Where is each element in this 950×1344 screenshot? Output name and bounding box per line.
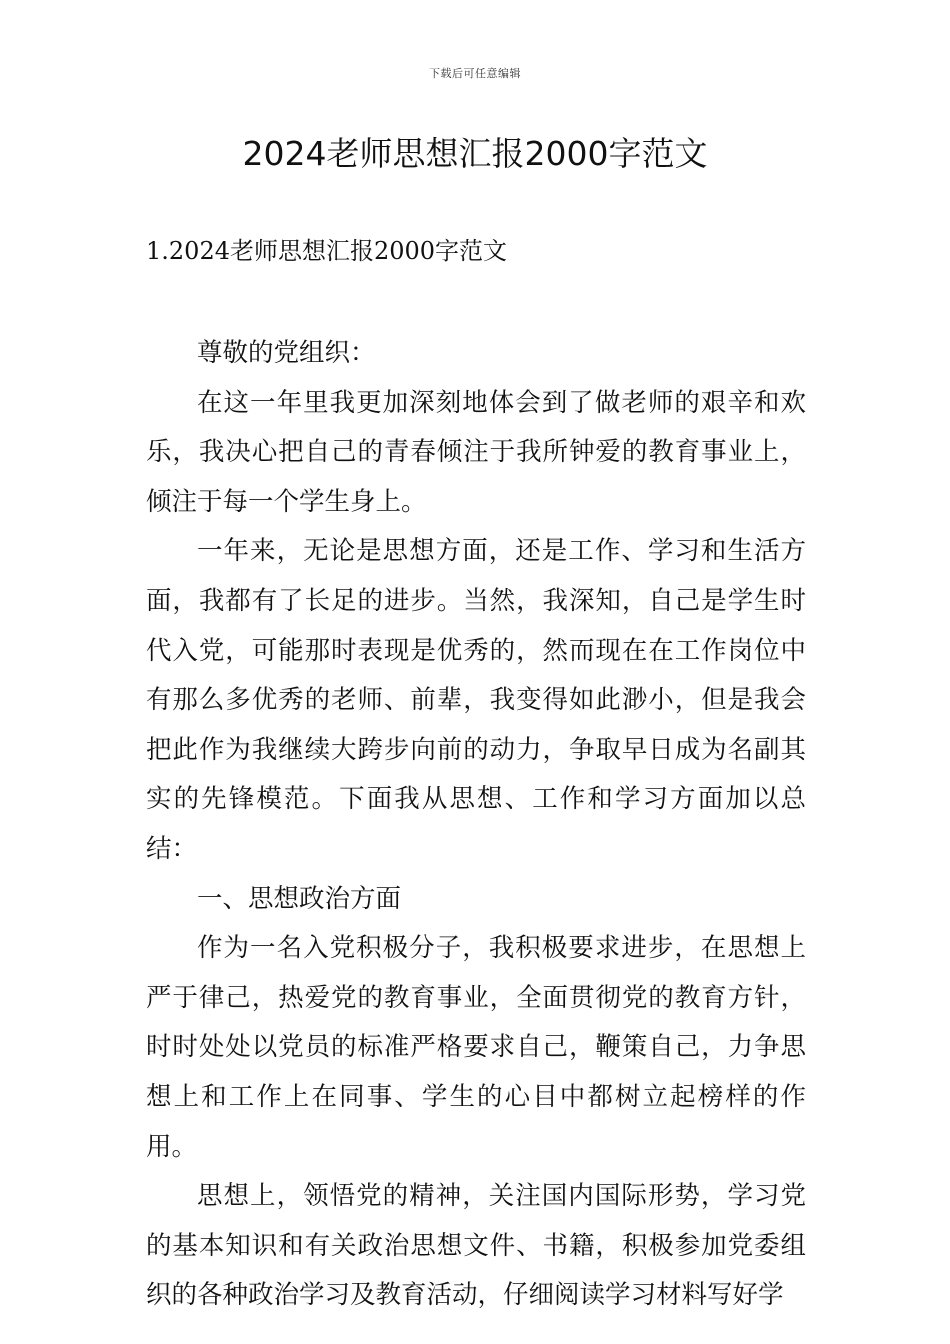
salutation: 尊敬的党组织： bbox=[197, 338, 376, 368]
document-body bbox=[146, 329, 806, 1321]
header-note: 下载后可任意编辑 bbox=[429, 67, 521, 80]
paragraph: 思想上，领悟党的精神，关注国内国际形势，学习党的基本知识和有关政治思想文件、书籍，积极参加党委组织的各种政治学习及教育活动，仔细阅读学习材料写好学 bbox=[146, 1181, 806, 1311]
paragraph: 作为一名入党积极分子，我积极要求进步，在思想上严于律己，热爱党的教育事业，全面贯彻党的教育方针，时时处处以党员的标准严格要求自己，鞭策自己，力争思想上和工作上在同事、学生的心目中都树立起榜样的作用。 bbox=[146, 933, 806, 1162]
paragraph: 在这一年里我更加深刻地体会到了做老师的艰辛和欢乐，我决心把自己的青春倾注于我所钟爱的教育事业上，倾注于每一个学生身上。 bbox=[146, 387, 806, 517]
subsection-heading: 一、思想政治方面 bbox=[197, 883, 402, 914]
section-title: 1.2024老师思想汇报2000字范文 bbox=[146, 237, 508, 265]
paragraph: 一年来，无论是思想方面，还是工作、学习和生活方面，我都有了长足的进步。当然，我深知，自己是学生时代入党，可能那时表现是优秀的，然而现在在工作岗位中有那么多优秀的老师、前辈，我变得如此渺小，但是我会把此作为我继续大跨步向前的动力，争取早日成为名副其实的先锋模范。下面我从思想、工作和学习方面加以总结： bbox=[146, 536, 806, 864]
document-title: 2024老师思想汇报2000字范文 bbox=[242, 134, 708, 173]
